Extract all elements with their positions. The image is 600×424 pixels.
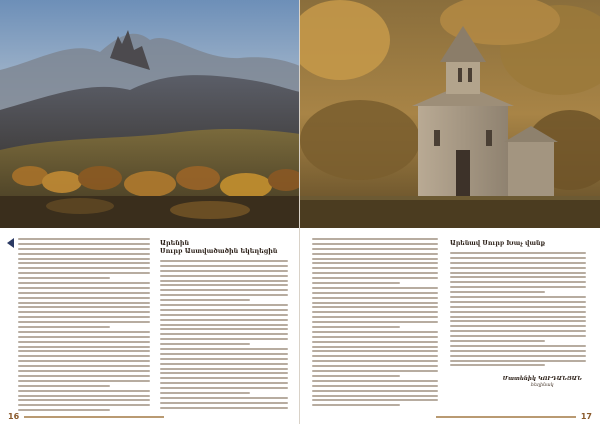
middle-column-text [160,260,288,412]
right-page [300,0,600,424]
right-column-text [450,252,586,369]
footer-rule-left [24,416,164,418]
section-arrow-icon [7,238,14,248]
page-number-right: 17 [580,412,592,421]
footer-rule-right [436,416,576,418]
mountain-landscape-photo [0,0,300,228]
left-footer [0,412,300,422]
church-illustration [300,0,600,228]
author-signature [503,376,582,388]
page-number-left: 16 [8,412,20,421]
landscape-illustration [0,0,300,228]
right-middle-column-text [312,238,438,409]
stone-church-photo [300,0,600,228]
right-heading-text: Արենավ Սուրբ Խաչ վանք [450,240,546,247]
middle-section-heading [160,240,288,255]
left-column-text [18,238,150,414]
middle-heading-line2: Սուրբ Աստվածածին եկեղեցին [160,246,278,255]
middle-heading-line1: Արենին [160,239,190,247]
right-section-heading [450,240,586,248]
author-name: Մատենիկ ԿՈՒԴԱՆՅԱՆ [502,376,582,382]
right-footer [300,412,600,422]
author-role: հեղինակ [530,383,554,388]
